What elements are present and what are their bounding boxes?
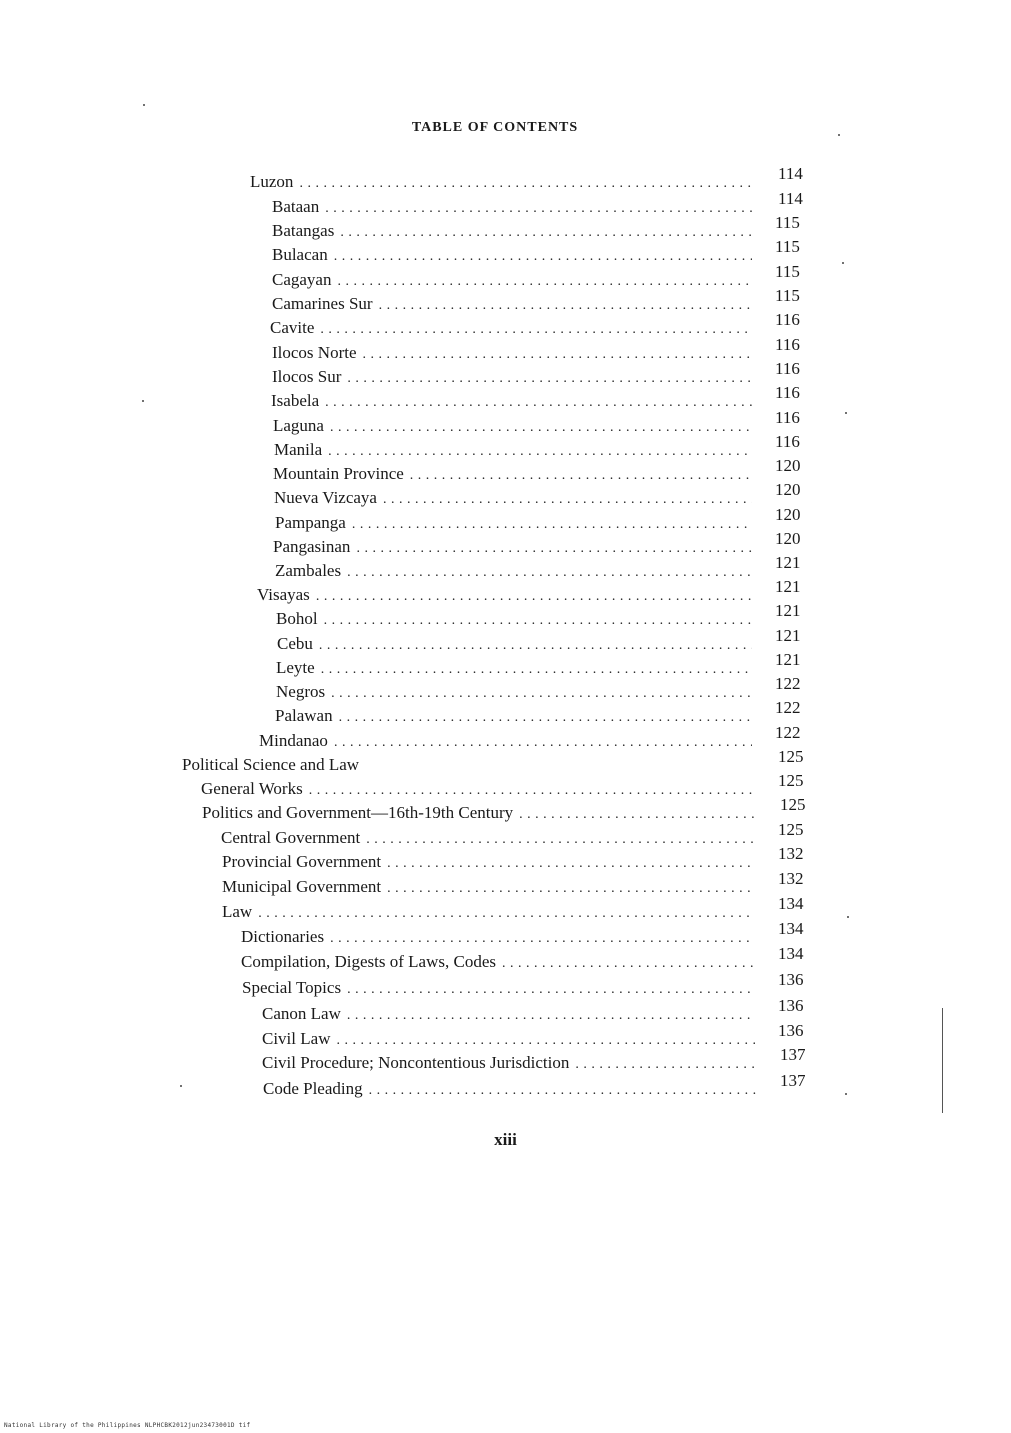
toc-entry xyxy=(274,440,752,464)
scan-speck xyxy=(842,262,844,264)
toc-entry xyxy=(273,537,752,561)
scan-speck xyxy=(845,412,847,414)
toc-entry-label: Isabela xyxy=(271,391,320,410)
toc-entry xyxy=(277,634,752,658)
toc-entry-page: 136 xyxy=(778,970,804,989)
toc-entry-label: Ilocos Sur xyxy=(272,367,342,386)
toc-entry-page: 116 xyxy=(775,432,800,451)
toc-entry-page: 116 xyxy=(775,383,800,402)
toc-entry-label: Central Government xyxy=(221,828,361,847)
toc-entry-label: Bohol xyxy=(276,609,318,628)
scan-speck xyxy=(838,134,840,136)
toc-entry xyxy=(221,828,755,852)
toc-entry-page: 115 xyxy=(775,213,800,232)
toc-entry-label: Nueva Vizcaya xyxy=(274,488,377,507)
toc-leader-dots xyxy=(352,517,752,533)
toc-entry-page: 134 xyxy=(778,919,804,938)
toc-entry-label: Mindanao xyxy=(259,731,328,750)
toc-entry-page: 125 xyxy=(778,820,804,839)
toc-entry xyxy=(275,561,752,585)
toc-entry-label: Special Topics xyxy=(242,978,342,997)
toc-entry-label: Leyte xyxy=(276,658,315,677)
toc-leader-dots xyxy=(325,395,752,411)
page-heading: TABLE OF CONTENTS xyxy=(411,120,579,135)
toc-entry-label: Civil Procedure; Noncontentious Jurisdiction xyxy=(262,1053,570,1072)
toc-entry-page: 137 xyxy=(780,1071,806,1090)
toc-entry-page: 134 xyxy=(778,894,804,913)
toc-entry-page: 120 xyxy=(775,456,801,475)
toc-entry-page: 116 xyxy=(775,359,800,378)
scan-speck xyxy=(143,104,145,106)
toc-entry xyxy=(273,464,752,488)
toc-entry-page: 120 xyxy=(775,505,801,524)
toc-entry xyxy=(272,197,752,221)
toc-entry-label: Political Science and Law xyxy=(182,755,360,774)
toc-leader-dots xyxy=(321,662,752,678)
toc-entry-label: Visayas xyxy=(257,585,310,604)
toc-leader-dots xyxy=(309,783,755,799)
toc-entry xyxy=(272,343,752,367)
toc-entry xyxy=(201,779,755,803)
toc-entry xyxy=(272,270,752,294)
toc-entry-page: 115 xyxy=(775,262,800,281)
toc-leader-dots xyxy=(331,686,752,702)
toc-entry xyxy=(182,755,400,779)
toc-leader-dots xyxy=(575,1057,757,1073)
toc-entry xyxy=(241,927,755,951)
toc-entry xyxy=(222,902,755,926)
toc-entry-page: 125 xyxy=(778,771,804,790)
toc-entry-page: 122 xyxy=(775,698,801,717)
toc-entry-label: Dictionaries xyxy=(241,927,325,946)
scan-speck xyxy=(142,400,144,402)
toc-entry xyxy=(202,803,755,827)
toc-entry-page: 125 xyxy=(780,795,806,814)
toc-entry-label: Canon Law xyxy=(262,1004,341,1023)
toc-entry xyxy=(263,1079,757,1103)
toc-entry-page: 116 xyxy=(775,408,800,427)
toc-entry-label: Cavite xyxy=(270,318,315,337)
toc-entry xyxy=(259,731,752,755)
toc-entry-label: Batangas xyxy=(272,221,335,240)
toc-entry xyxy=(272,367,752,391)
toc-entry-page: 137 xyxy=(780,1045,806,1064)
toc-entry-page: 115 xyxy=(775,286,800,305)
toc-entry xyxy=(250,172,752,196)
toc-leader-dots xyxy=(366,832,755,848)
toc-leader-dots xyxy=(379,298,752,314)
toc-entry-page: 136 xyxy=(778,996,804,1015)
toc-entry-label: Civil Law xyxy=(262,1029,331,1048)
toc-entry-page: 120 xyxy=(775,480,801,499)
toc-entry-label: Provincial Government xyxy=(222,852,382,871)
toc-leader-dots xyxy=(410,468,752,484)
toc-entry-page: 121 xyxy=(775,650,801,669)
toc-entry-label: Mountain Province xyxy=(273,464,404,483)
toc-leader-dots xyxy=(347,371,752,387)
scan-speck xyxy=(845,1093,847,1095)
toc-leader-dots xyxy=(320,322,752,338)
toc-entry-label: Bulacan xyxy=(272,245,328,264)
toc-entry-label: Pampanga xyxy=(275,513,346,532)
toc-entry xyxy=(257,585,752,609)
toc-entry-label: Ilocos Norte xyxy=(272,343,357,362)
toc-leader-dots xyxy=(334,249,752,265)
toc-entry-label: Manila xyxy=(274,440,323,459)
toc-entry-label: Politics and Government—16th-19th Century xyxy=(202,803,514,822)
toc-entry-page: 114 xyxy=(778,164,803,183)
scan-edge-mark xyxy=(942,1008,943,1113)
toc-entry-page: 121 xyxy=(775,626,801,645)
toc-entry-label: Palawan xyxy=(275,706,333,725)
toc-entry-page: 134 xyxy=(778,944,804,963)
toc-entry-label: Cagayan xyxy=(272,270,332,289)
toc-entry-page: 125 xyxy=(778,747,804,766)
toc-leader-dots xyxy=(330,931,755,947)
toc-entry xyxy=(272,294,752,318)
toc-leader-dots xyxy=(324,613,752,629)
toc-entry-label: Municipal Government xyxy=(222,877,382,896)
toc-leader-dots xyxy=(316,589,752,605)
scan-speck xyxy=(180,1085,182,1087)
toc-entry xyxy=(276,658,752,682)
toc-entry xyxy=(276,609,752,633)
toc-entry-label: Pangasinan xyxy=(273,537,351,556)
toc-leader-dots xyxy=(334,735,752,751)
toc-entry-page: 116 xyxy=(775,310,800,329)
toc-entry-page: 120 xyxy=(775,529,801,548)
toc-entry-label: Camarines Sur xyxy=(272,294,373,313)
toc-leader-dots xyxy=(258,906,755,922)
toc-entry-label: Bataan xyxy=(272,197,320,216)
toc-leader-dots xyxy=(347,982,755,998)
toc-entry-label: Luzon xyxy=(250,172,294,191)
toc-leader-dots xyxy=(383,492,752,508)
toc-entry-page: 121 xyxy=(775,601,801,620)
toc-entry xyxy=(275,513,752,537)
toc-leader-dots xyxy=(337,274,752,290)
toc-entry xyxy=(272,221,752,245)
scan-speck xyxy=(847,916,849,918)
toc-entry xyxy=(274,488,752,512)
toc-leader-dots xyxy=(319,638,752,654)
toc-leader-dots xyxy=(339,710,752,726)
toc-entry-page: 115 xyxy=(775,237,800,256)
toc-entry-label: Laguna xyxy=(273,416,324,435)
toc-leader-dots xyxy=(336,1033,755,1049)
toc-entry-label: Zambales xyxy=(275,561,342,580)
toc-entry xyxy=(241,952,755,976)
toc-leader-dots xyxy=(502,956,755,972)
toc-entry-page: 114 xyxy=(778,189,803,208)
toc-entry-page: 132 xyxy=(778,869,804,888)
toc-entry xyxy=(262,1004,755,1028)
toc-leader-dots xyxy=(325,201,752,217)
toc-entry-label: Code Pleading xyxy=(263,1079,363,1098)
toc-entry-label: Compilation, Digests of Laws, Codes xyxy=(241,952,496,971)
toc-entry-page: 121 xyxy=(775,577,801,596)
toc-entry xyxy=(272,245,752,269)
toc-entry xyxy=(222,877,755,901)
toc-leader-dots xyxy=(387,881,755,897)
toc-leader-dots xyxy=(363,347,752,363)
toc-entry xyxy=(276,682,752,706)
toc-entry xyxy=(262,1053,757,1077)
toc-entry-page: 122 xyxy=(775,723,801,742)
toc-entry xyxy=(222,852,755,876)
toc-entry xyxy=(242,978,755,1002)
toc-leader-dots xyxy=(328,444,752,460)
toc-leader-dots xyxy=(340,225,752,241)
toc-entry-page: 136 xyxy=(778,1021,804,1040)
toc-leader-dots xyxy=(347,565,752,581)
toc-entry-page: 116 xyxy=(775,335,800,354)
toc-entry xyxy=(273,416,752,440)
toc-entry-page: 121 xyxy=(775,553,801,572)
toc-entry xyxy=(275,706,752,730)
toc-entry-page: 132 xyxy=(778,844,804,863)
toc-leader-dots xyxy=(387,856,755,872)
toc-entry-label: Law xyxy=(222,902,253,921)
toc-leader-dots xyxy=(369,1083,757,1099)
toc-entry-label: Cebu xyxy=(277,634,313,653)
toc-entry xyxy=(270,318,752,342)
toc-entry-label: General Works xyxy=(201,779,303,798)
toc-entry-page: 122 xyxy=(775,674,801,693)
toc-entry xyxy=(262,1029,755,1053)
toc-leader-dots xyxy=(356,541,752,557)
toc-leader-dots xyxy=(347,1008,755,1024)
toc-entry-label: Negros xyxy=(276,682,326,701)
toc-entry xyxy=(271,391,752,415)
toc-leader-dots xyxy=(519,807,755,823)
scan-footer: National Library of the Philippines NLPHCBK2012jun23473001D tif xyxy=(4,1422,251,1429)
page-number: xiii xyxy=(494,1130,517,1149)
toc-leader-dots xyxy=(299,176,752,192)
toc-leader-dots xyxy=(330,420,752,436)
